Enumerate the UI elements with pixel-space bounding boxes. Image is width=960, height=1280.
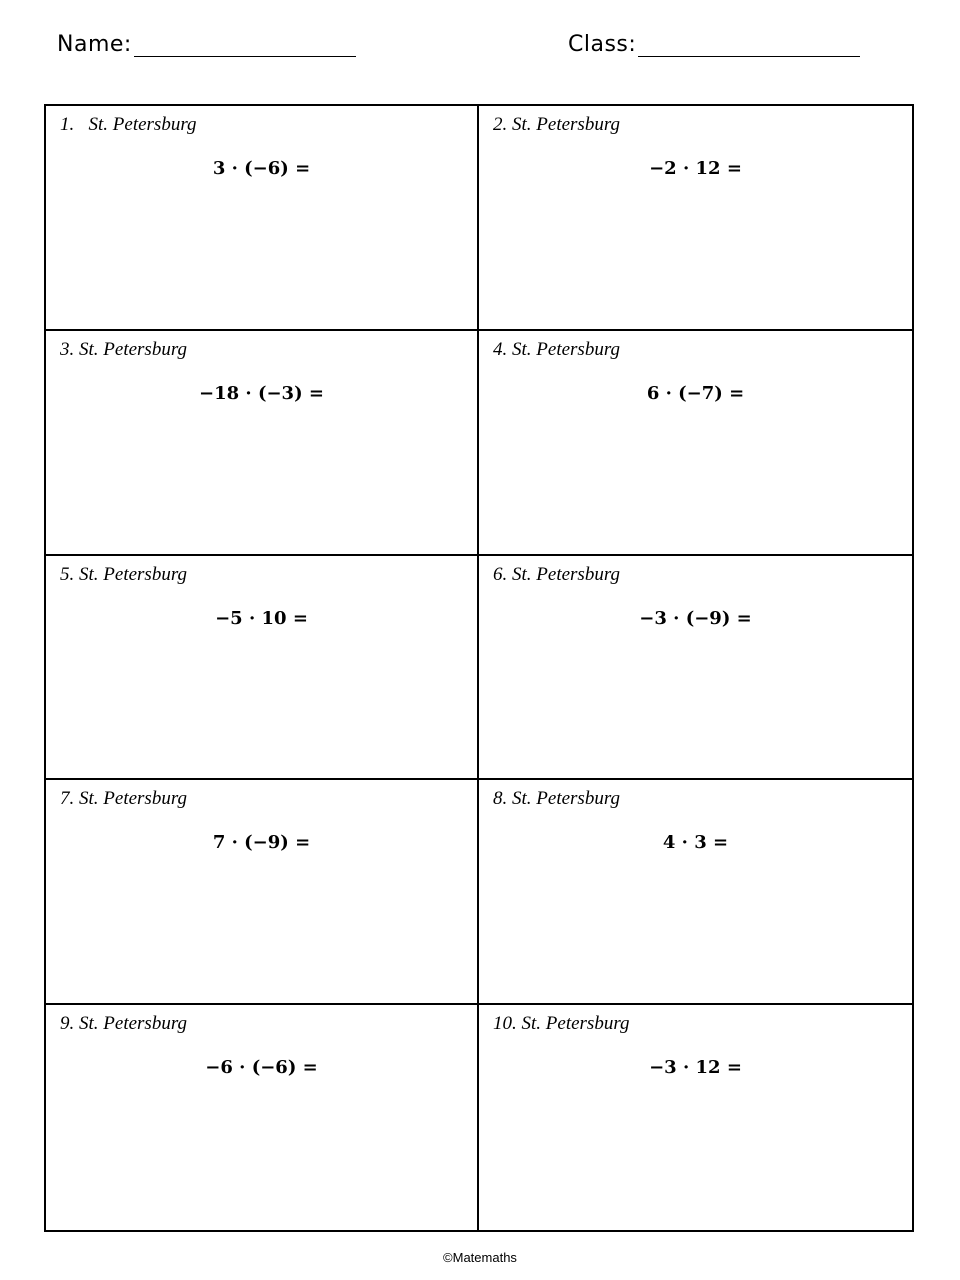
problem-expression: 3 · (−6) =: [212, 158, 311, 179]
name-label: Name:: [57, 32, 132, 57]
problem-cell-7[interactable]: [46, 780, 479, 1005]
problem-label: 9. St. Petersburg: [60, 1013, 188, 1035]
problem-label: 6. St. Petersburg: [493, 563, 621, 585]
problem-label: 5. St. Petersburg: [60, 563, 188, 585]
problem-label: 2. St. Petersburg: [493, 114, 621, 135]
problem-label: 8. St. Petersburg: [493, 788, 621, 810]
copyright-footer: ©Matemaths: [443, 1250, 517, 1265]
problem-expression: −18 · (−3) =: [199, 382, 324, 404]
problem-expression: 6 · (−7) =: [646, 382, 745, 404]
name-field[interactable]: [57, 32, 356, 57]
class-label: Class:: [568, 32, 637, 57]
problem-cell-8[interactable]: [479, 780, 912, 1005]
problem-expression: −2 · 12 =: [649, 158, 742, 179]
problem-cell-9[interactable]: [46, 1005, 479, 1230]
problem-expression: −6 · (−6) =: [205, 1057, 318, 1079]
problem-expression: −5 · 10 =: [215, 607, 308, 629]
problem-expression: −3 · 12 =: [649, 1057, 742, 1079]
problem-label: 4. St. Petersburg: [493, 338, 621, 360]
problem-expression: 4 · 3 =: [662, 832, 729, 854]
worksheet-header: [0, 32, 960, 72]
problem-cell-10[interactable]: [479, 1005, 912, 1230]
problem-expression: 7 · (−9) =: [212, 832, 311, 854]
problem-grid: [44, 104, 914, 1232]
class-blank-line[interactable]: [638, 32, 860, 57]
problem-cell-4[interactable]: [479, 331, 912, 556]
problem-cell-1[interactable]: [46, 106, 479, 331]
problem-cell-6[interactable]: [479, 556, 912, 781]
problem-cell-5[interactable]: [46, 556, 479, 781]
problem-label: 7. St. Petersburg: [60, 788, 188, 810]
problem-expression: −3 · (−9) =: [639, 607, 752, 629]
problem-label: 10. St. Petersburg: [493, 1013, 630, 1035]
problem-cell-2[interactable]: [479, 106, 912, 331]
name-blank-line[interactable]: [134, 32, 356, 57]
problem-cell-3[interactable]: [46, 331, 479, 556]
class-field[interactable]: [568, 32, 860, 57]
problem-label: 3. St. Petersburg: [60, 338, 188, 360]
problem-label: 1. St. Petersburg: [60, 114, 197, 135]
